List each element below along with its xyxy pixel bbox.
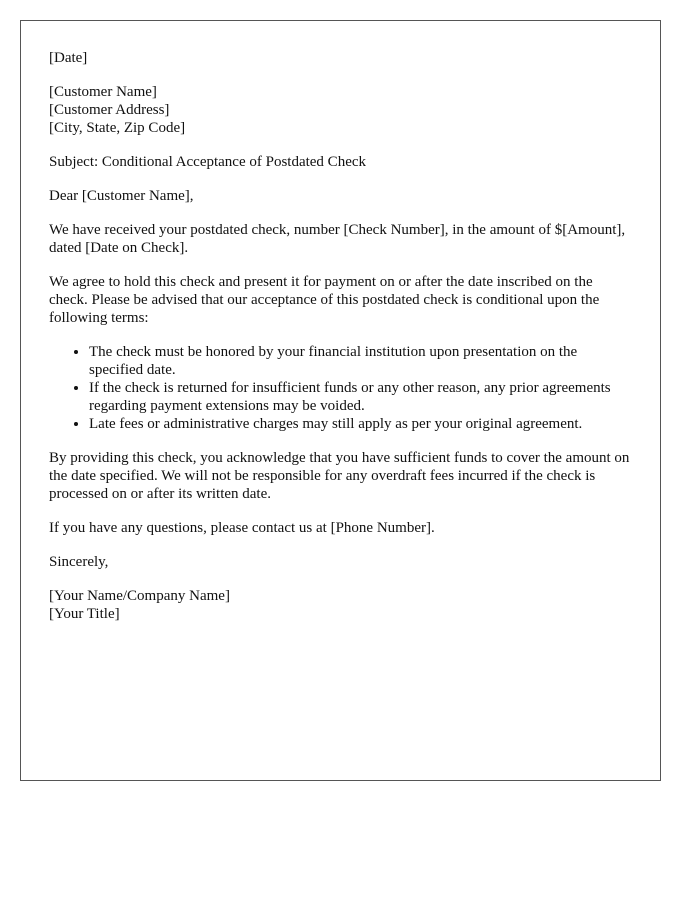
signature-name: [Your Name/Company Name] [49,588,230,604]
recipient-name: [Customer Name] [49,84,157,100]
term-item: • Late fees or administrative charges may still apply as per your original agreement. [89,415,632,433]
paragraph-contact: If you have any questions, please contact us at [Phone Number]. [49,520,435,536]
letter-date: [Date] [49,50,88,66]
letter-closing: Sincerely, [49,554,109,570]
term-item: • If the check is returned for insufficient funds or any other reason, any prior agreements regarding payment extensions may be voided. [89,379,632,415]
recipient-address: [Customer Address] [49,102,170,118]
recipient-city-state-zip: [City, State, Zip Code] [49,120,186,136]
signature-title: [Your Title] [49,606,120,622]
paragraph-agree: We agree to hold this check and present it for payment on or after the date inscribed on the check. Please be advised that our acceptance of this postdated check is conditional upon the following terms: [49,274,600,326]
signature-block [49,587,632,623]
letter-salutation: Dear [Customer Name], [49,188,194,204]
terms-list [49,343,632,433]
paragraph-acknowledge: By providing this check, you acknowledge that you have sufficient funds to cover the amount on the date specified. We will not be responsible for any overdraft fees incurred if the check is processed on or after its written date. [49,450,630,502]
paragraph-received: We have received your postdated check, number [Check Number], in the amount of $[Amount], dated [Date on Check]. [49,222,626,256]
term-item: • The check must be honored by your financial institution upon presentation on the specified date. [89,343,632,379]
letter-subject: Subject: Conditional Acceptance of Postdated Check [49,154,367,170]
recipient-block [49,83,632,137]
letter-page [20,20,661,781]
